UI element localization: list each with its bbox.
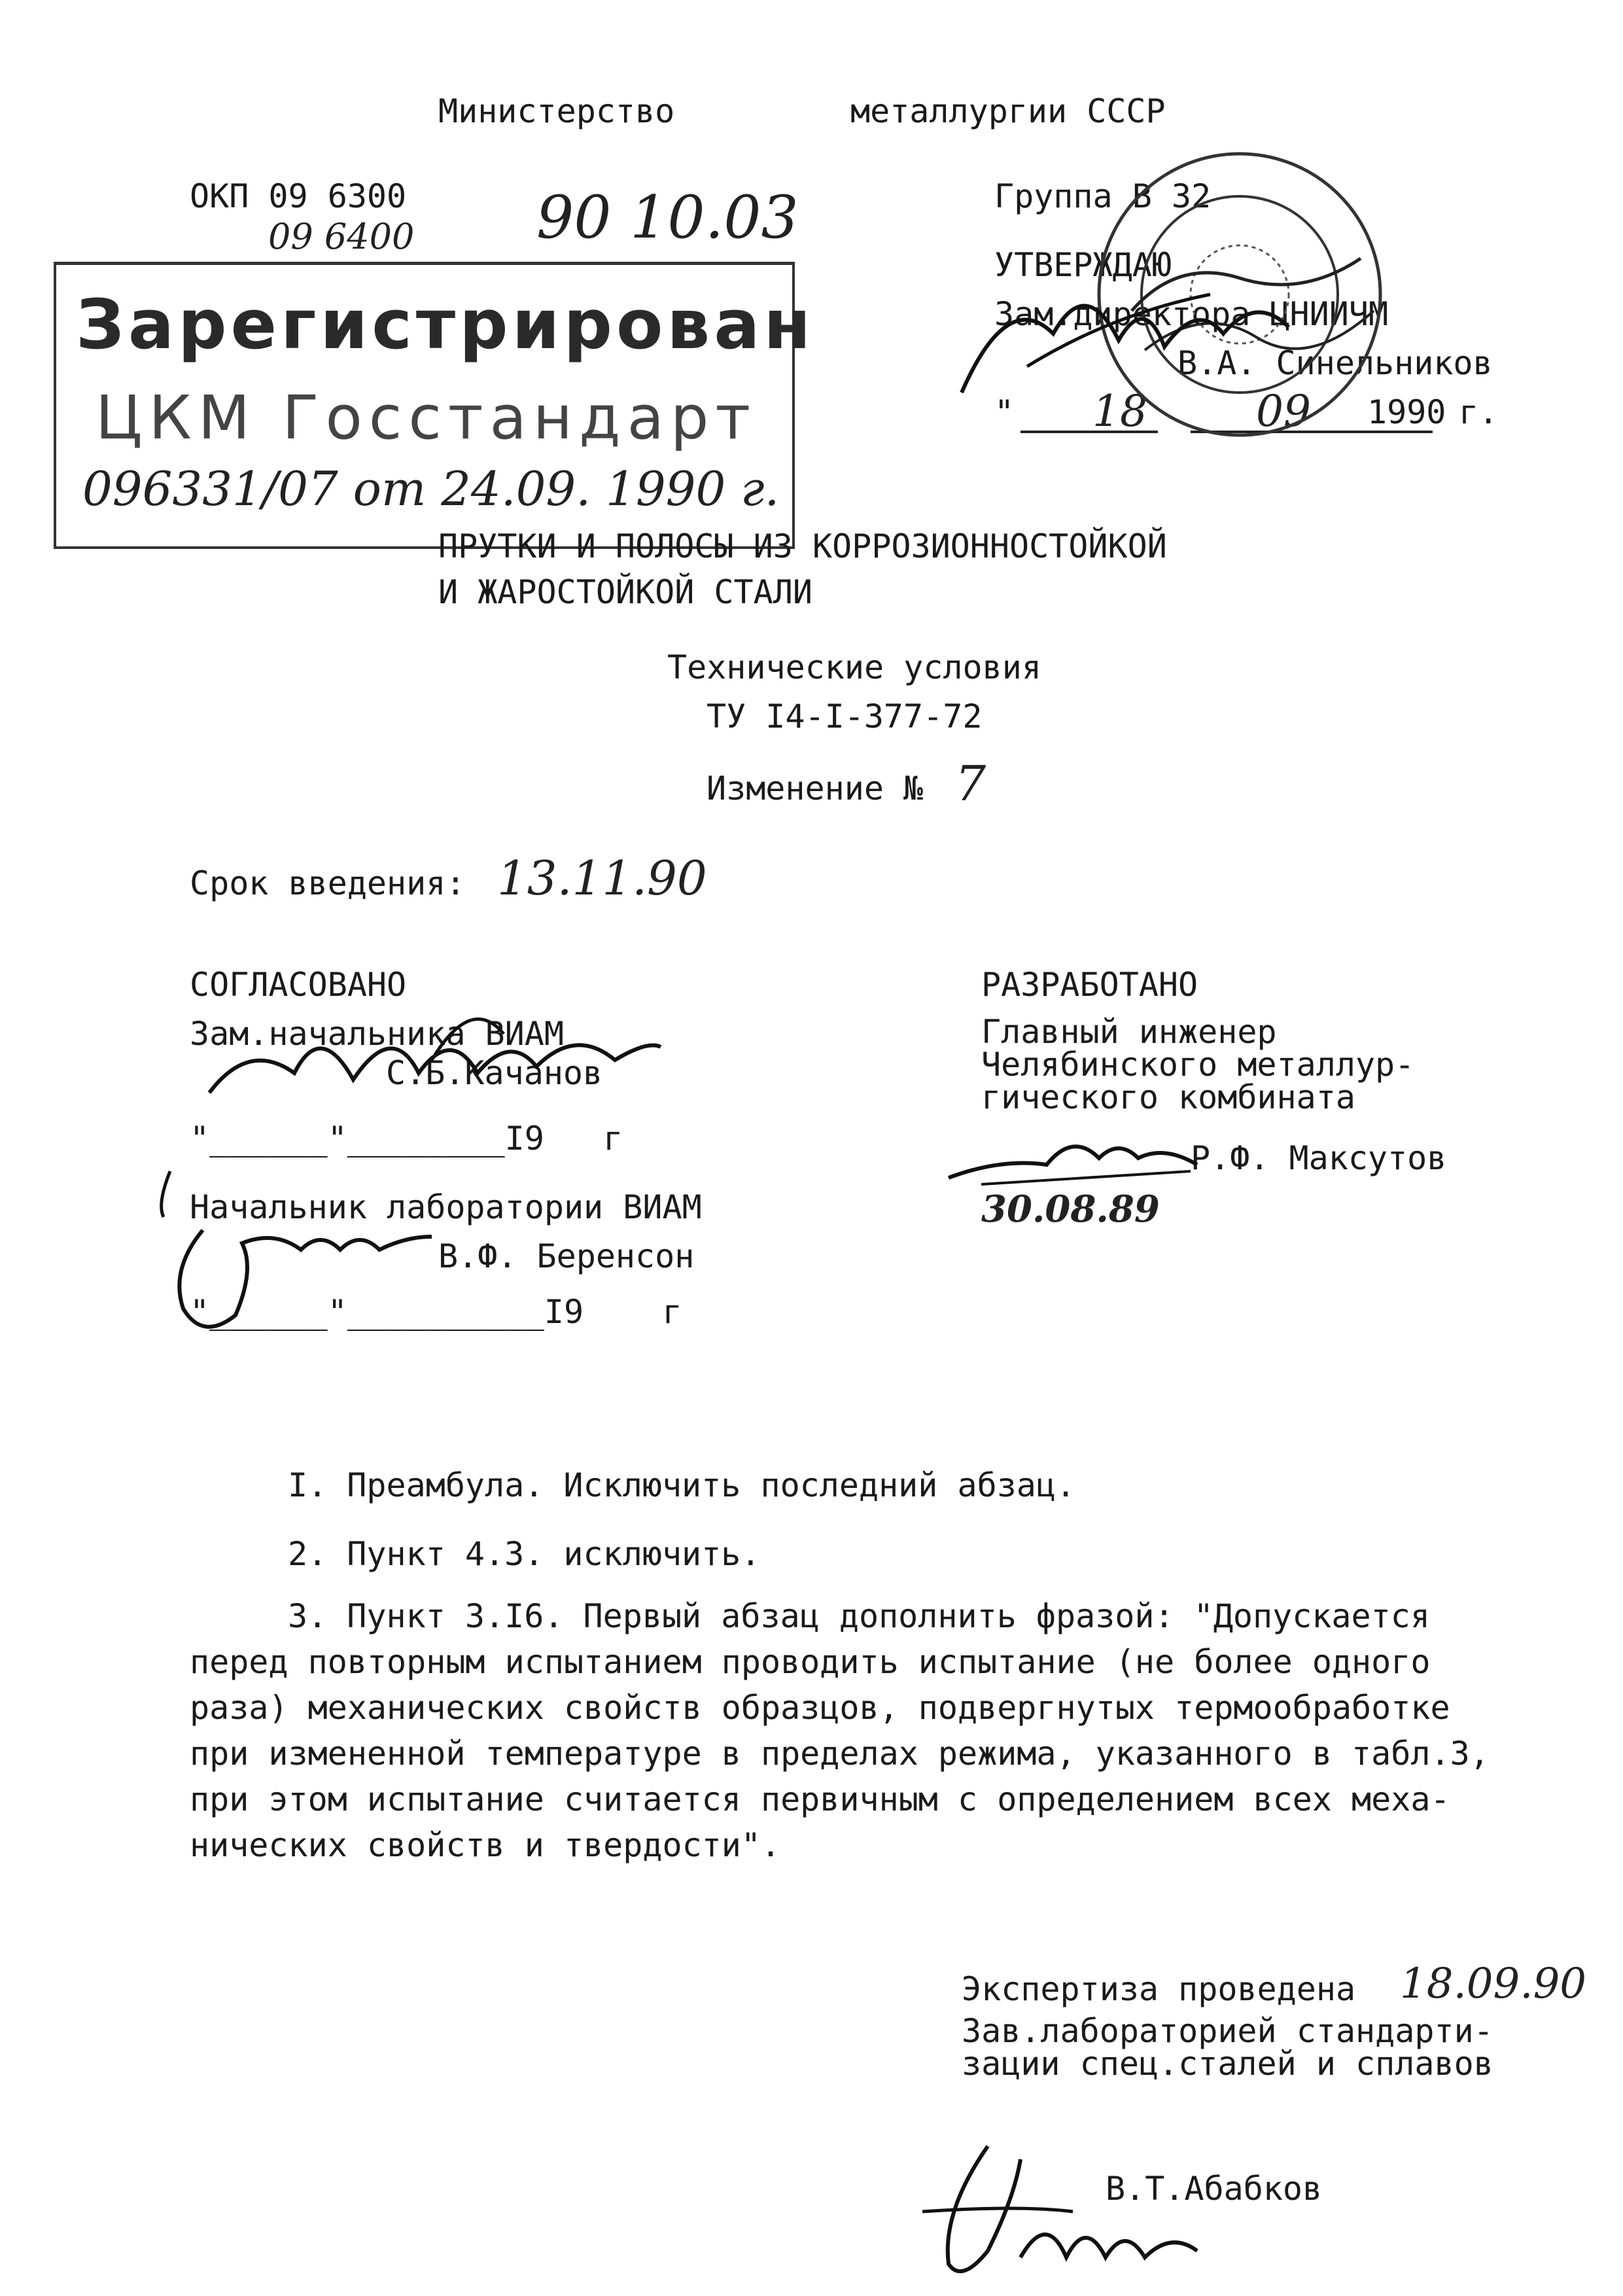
approver-signature-icon — [949, 236, 1354, 432]
approval-day: 18 — [1092, 386, 1147, 436]
agreed-date-1: "______"________I9 г — [190, 1120, 623, 1157]
effective-date: 13.11.90 — [497, 851, 707, 906]
body-item-3-line-2: перед повторным испытанием проводить испытание (не более одного — [190, 1643, 1431, 1681]
approval-year-suffix: г. — [1459, 393, 1499, 431]
stamp-registration-number: 096331/07 от 24.09. 1990 г. — [82, 461, 780, 516]
ministry-right: металлургии СССР — [850, 92, 1166, 130]
expertise-date: 18.09.90 — [1400, 1960, 1586, 2008]
approver-name: В.А. Синельников — [1178, 344, 1493, 382]
expertise-name: В.Т.Абабков — [1106, 2170, 1323, 2208]
okp-handwritten: 09 6400 — [268, 216, 415, 257]
approval-month: 09 — [1256, 386, 1311, 436]
signature-ababkov-icon — [903, 2133, 1243, 2290]
agreed-position-1: Зам.начальника ВИАМ — [190, 1015, 564, 1053]
agreed-date-2: "______"__________I9 г — [190, 1293, 682, 1331]
title-line-2: И ЖАРОСТОЙКОЙ СТАЛИ — [438, 573, 812, 611]
expertise-position-1: Зав.лабораторией стандарти- — [962, 2012, 1493, 2050]
developed-name: Р.Ф. Максутов — [1191, 1139, 1447, 1177]
registration-stamp — [54, 262, 815, 549]
expertise-label: Экспертиза проведена — [962, 1970, 1356, 2008]
date-quote: " — [994, 393, 1015, 431]
signature-berenson-icon — [144, 1158, 445, 1354]
agreed-position-2: Начальник лаборатории ВИАМ — [190, 1188, 702, 1226]
developed-line-1: Главный инженер — [981, 1013, 1277, 1051]
body-item-3-line-3: раза) механических свойств образцов, подвергнутых термообработке — [190, 1689, 1450, 1727]
title-line-1: ПРУТКИ И ПОЛОСЫ ИЗ КОРРОЗИОННОСТОЙКОЙ — [438, 527, 1167, 565]
stamp-registered: Зарегистрирован — [76, 285, 815, 364]
developed-line-2: Челябинского металлур- — [981, 1046, 1415, 1084]
developed-heading: РАЗРАБОТАНО — [981, 966, 1198, 1004]
group-label: Группа В 32 — [994, 177, 1212, 215]
approval-year: 1990 — [1367, 393, 1446, 431]
spec-number: ТУ I4-I-377-72 — [707, 698, 983, 735]
signature-kachanov-icon — [196, 981, 667, 1125]
agreed-name-1: С.Б.Качанов — [386, 1054, 603, 1092]
registration-handwritten: 90 10.03 — [536, 183, 799, 252]
expertise-position-2: зации спец.сталей и сплавов — [962, 2045, 1493, 2083]
developed-line-3: гического комбината — [981, 1078, 1355, 1116]
body-item-3-line-6: нических свойств и твердости". — [190, 1826, 781, 1864]
stamp-office: ЦКМ Госстандарт — [96, 383, 758, 453]
document-subtitle: Технические условия — [667, 648, 1041, 686]
body-item-3-line-5: при этом испытание считается первичным с определением всех меха- — [190, 1780, 1450, 1818]
ministry-left: Министерство — [438, 92, 675, 130]
effective-label: Срок введения: — [190, 864, 466, 902]
approver-position: Зам.директора ЦНИИЧМ — [994, 295, 1389, 333]
change-number: 7 — [955, 756, 986, 812]
agreed-name-2: В.Ф. Беренсон — [438, 1237, 695, 1275]
agreed-heading: СОГЛАСОВАНО — [190, 966, 407, 1004]
body-item-3-line-1: 3. Пункт 3.I6. Первый абзац дополнить фразой: "Допускается — [288, 1597, 1430, 1635]
body-item-1: I. Преамбула. Исключить последний абзац. — [288, 1466, 1076, 1504]
approved-label: УТВЕРЖДАЮ — [994, 246, 1172, 284]
developed-date-handwritten: 30.08.89 — [981, 1188, 1160, 1231]
body-item-3-line-4: при измененной температуре в пределах режима, указанного в табл.3, — [190, 1735, 1490, 1773]
body-item-2: 2. Пункт 4.3. исключить. — [288, 1535, 761, 1573]
signature-maksutov-icon — [942, 1119, 1204, 1197]
okp-code: ОКП 09 6300 — [190, 177, 407, 215]
change-label: Изменение № — [707, 769, 924, 807]
